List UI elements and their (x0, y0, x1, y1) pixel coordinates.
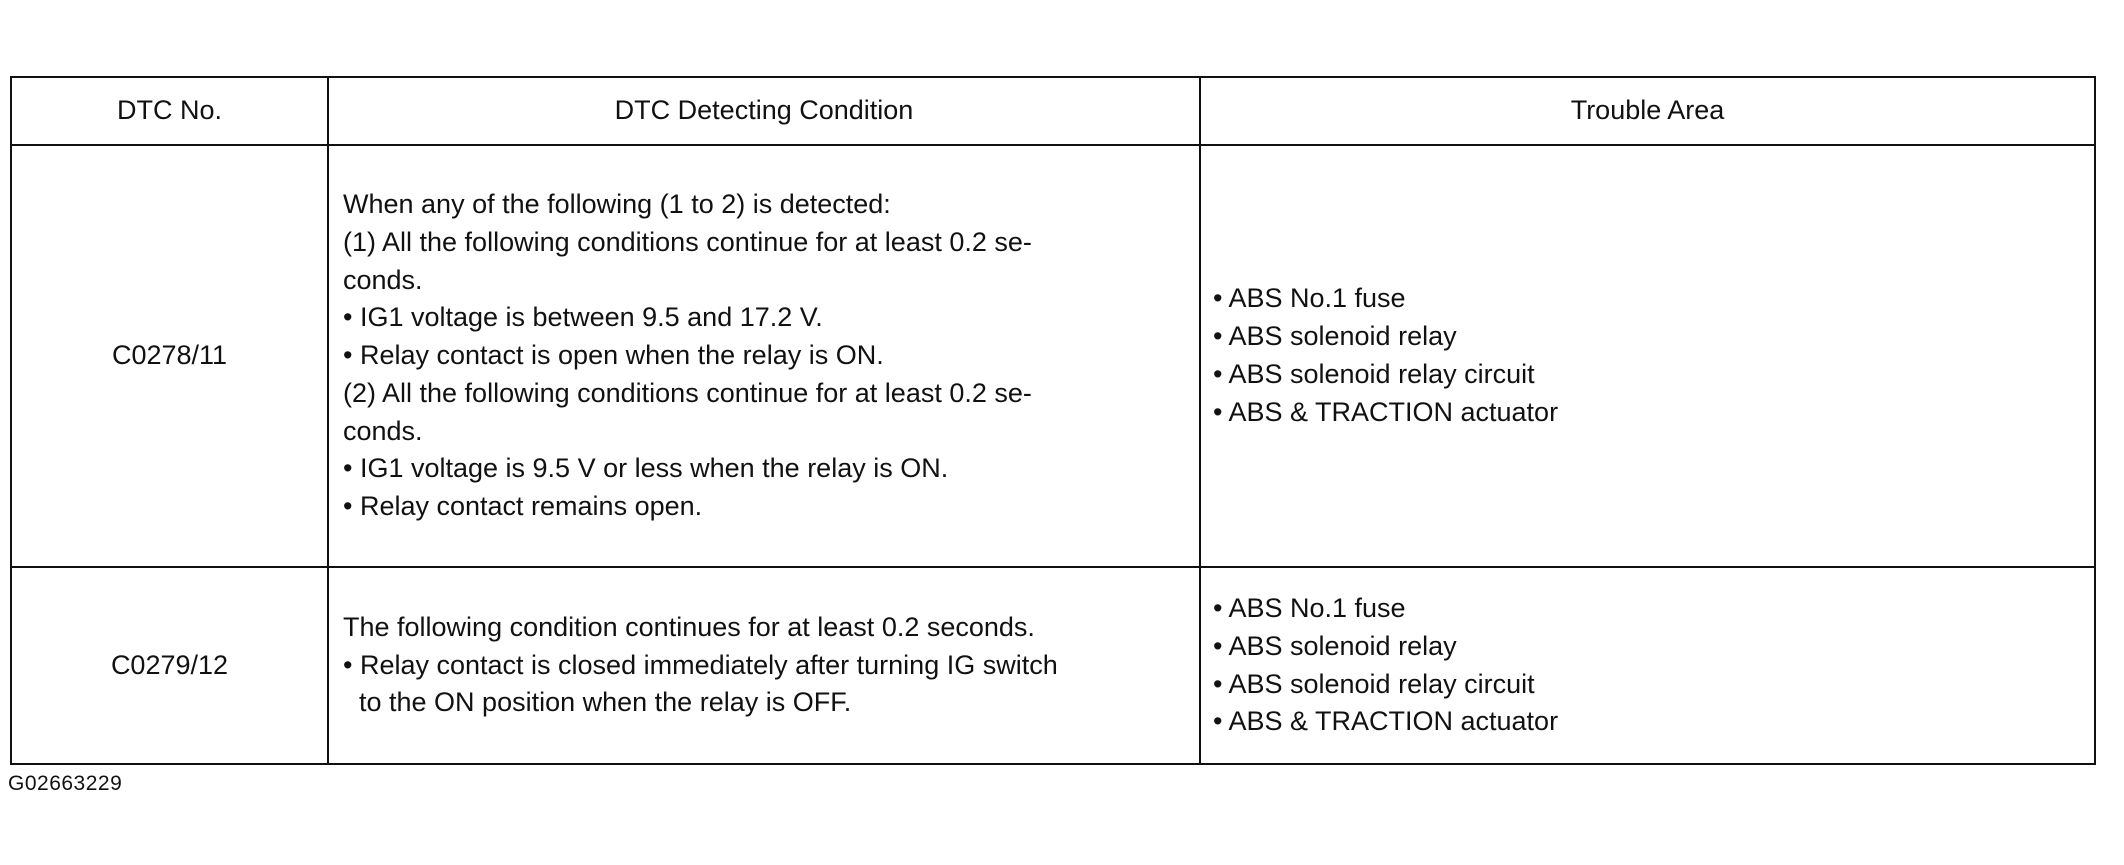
trouble-area-item: • ABS & TRACTION actuator (1213, 706, 1559, 737)
condition-line: conds. (343, 264, 423, 295)
table-header-row (11, 77, 2095, 145)
condition-line: • Relay contact remains open. (343, 491, 703, 522)
table-row (11, 145, 2095, 567)
condition-line: conds. (343, 415, 423, 446)
trouble-area-item: • ABS solenoid relay (1213, 630, 1457, 661)
dtc-number-cell: C0278/11 (11, 145, 328, 567)
condition-line: • IG1 voltage is between 9.5 and 17.2 V. (343, 302, 823, 333)
trouble-area-item: • ABS solenoid relay (1213, 321, 1457, 352)
dtc-table (10, 76, 2096, 765)
header-dtc-no: DTC No. (11, 77, 328, 145)
condition-line: • IG1 voltage is 9.5 V or less when the relay is ON. (343, 453, 949, 484)
table-row (11, 567, 2095, 764)
trouble-area-cell (1200, 145, 2095, 567)
condition-line: to the ON position when the relay is OFF. (359, 687, 852, 718)
trouble-area-item: • ABS solenoid relay circuit (1213, 359, 1535, 389)
header-trouble-area: Trouble Area (1200, 77, 2095, 145)
trouble-area-cell (1200, 567, 2095, 764)
trouble-area-item: • ABS & TRACTION actuator (1213, 396, 1559, 427)
condition-line: The following condition continues for at least 0.2 seconds. (343, 611, 1035, 642)
dtc-number-cell: C0279/12 (11, 567, 328, 764)
detecting-condition-cell (328, 145, 1200, 567)
condition-line: (2) All the following conditions continue for at least 0.2 se- (343, 377, 1032, 408)
condition-line: (1) All the following conditions continue for at least 0.2 se- (343, 226, 1032, 257)
trouble-area-item: • ABS solenoid relay circuit (1213, 668, 1535, 699)
detecting-condition-cell (328, 567, 1200, 764)
header-detecting-condition: DTC Detecting Condition (328, 77, 1200, 145)
trouble-area-item: • ABS No.1 fuse (1213, 283, 1406, 314)
condition-line: When any of the following (1 to 2) is detected: (343, 188, 891, 219)
figure-code: G02663229 (8, 772, 123, 795)
condition-line: • Relay contact is closed immediately after turning IG switch (343, 649, 1058, 680)
trouble-area-item: • ABS No.1 fuse (1213, 592, 1406, 623)
condition-line: • Relay contact is open when the relay is ON. (343, 340, 884, 371)
